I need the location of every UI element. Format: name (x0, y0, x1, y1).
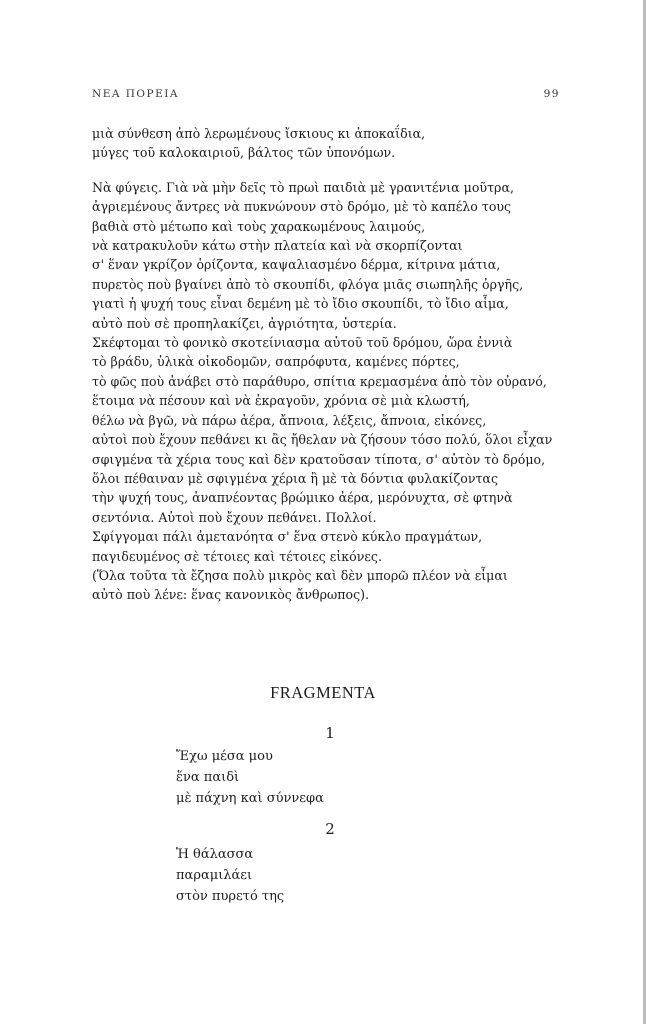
poem-line: βαθιὰ στὸ μέτωπο καὶ τοὺς χαρακωμένους λαιμούς, (92, 218, 426, 234)
poem-line: σεντόνια. Αὐτοὶ ποὺ ἔχουν πεθάνει. Πολλοί. (92, 509, 377, 525)
running-head (92, 88, 560, 100)
poem-line: μύγες τοῦ καλοκαιριοῦ, βάλτος τῶν ὑπονόμων. (92, 145, 396, 161)
stanza-2 (92, 178, 572, 605)
fragment-line: Ἔχω μέσα μου (176, 749, 273, 764)
stanza-1 (92, 124, 572, 163)
section-heading: FRAGMENTA (270, 683, 376, 702)
poem-line: μιὰ σύνθεση ἀπὸ λερωμένους ἴσκιους κι ἀποκαΐδια, (92, 126, 426, 141)
poem-line: (Ὅλα τοῦτα τὰ ἔζησα πολὺ μικρὸς καὶ δὲν μπορῶ πλέον νὰ εἶμαι (92, 567, 508, 583)
poem-line: Σκέφτομαι τὸ φονικὸ σκοτείνιασμα αὐτοῦ τοῦ δρόμου, ὥρα ἐννιὰ (92, 335, 513, 351)
poem-line: αὐτὸ ποὺ σὲ προπηλακίζει, ἀγριότητα, ὑστερία. (92, 315, 397, 331)
poem-body (92, 124, 572, 605)
fragment-line: μὲ πάχνη καὶ σύννεφα (176, 791, 324, 806)
poem-line: αὐτὸ ποὺ λένε: ἕνας κανονικὸς ἄνθρωπος). (92, 587, 370, 603)
poem-line: γιατὶ ἡ ψυχή τους εἶναι δεμένη μὲ τὸ ἴδιο σκουπίδι, τὸ ἴδιο αἷμα, (92, 296, 509, 312)
poem-line: τὸ βράδυ, ὑλικὰ οἰκοδομῶν, σαπρόφυτα, καμένες πόρτες, (92, 354, 460, 370)
poem-line: ἕτοιμα νὰ πέσουν καὶ νὰ ἐκραγοῦν, χρόνια σὲ μιὰ κλωστή, (92, 393, 470, 409)
poem-line: τὸ φῶς ποὺ ἀνάβει στὸ παράθυρο, σπίτια κρεμασμένα ἀπὸ τὸν οὐρανό, (92, 373, 547, 389)
poem-line: τὴν ψυχή τους, ἀναπνέοντας βρώμικο ἀέρα, μερόνυχτα, σὲ φτηνὰ (92, 490, 513, 506)
poem-line: ὅλοι πέθαιναν μὲ σφιγμένα χέρια ἢ μὲ τὰ δόντια φυλακίζοντας (92, 470, 498, 486)
poem-line: Νὰ φύγεις. Γιὰ νὰ μὴν δεῖς τὸ πρωὶ παιδιὰ μὲ γρανιτένια μοῦτρα, (92, 179, 514, 195)
fragment-1 (176, 746, 324, 809)
fragment-number: 2 (325, 820, 335, 838)
poem-line: ἀγριεμένους ἄντρες νὰ πυκνώνουν στὸ δρόμο, μὲ τὸ καπέλο τους (92, 199, 512, 215)
poem-line: σ' ἕναν γκρίζον ὁρίζοντα, καψαλιασμένο δέρμα, κίτρινα μάτια, (92, 257, 501, 273)
poem-line: πυρετὸς ποὺ βγαίνει ἀπὸ τὸ σκουπίδι, φλόγα μιᾶς σιωπηλῆς ὀργῆς, (92, 276, 524, 292)
poem-line: νὰ κατρακυλοῦν κάτω στὴν πλατεία καὶ νὰ σκορπίζονται (92, 238, 463, 254)
fragment-line: στὸν πυρετό της (176, 889, 285, 904)
page-number: 99 (543, 88, 560, 100)
poem-line: αὐτοὶ ποὺ ἔχουν πεθάνει κι ἂς ἤθελαν νὰ ζήσουν τόσο πολύ, ὅλοι εἶχαν (92, 432, 553, 448)
stanza-gap (92, 163, 572, 178)
fragment-line: Ἡ θάλασσα (176, 847, 254, 862)
poem-line: παγιδευμένος σὲ τέτοιες καὶ τέτοιες εἰκόνες. (92, 548, 382, 564)
fragment-line: παραμιλάει (176, 868, 253, 883)
fragment-line: ἕνα παιδὶ (176, 770, 240, 785)
poem-line: θέλω νὰ βγῶ, νὰ πάρω ἀέρα, ἄπνοια, λέξεις, ἄπνοια, εἰκόνες, (92, 412, 487, 428)
journal-title: ΝΕΑ ΠΟΡΕΙΑ (92, 88, 179, 100)
fragment-2 (176, 844, 284, 907)
poem-line: Σφίγγομαι πάλι ἀμετανόητα σ' ἕνα στενὸ κύκλο πραγμάτων, (92, 529, 483, 545)
fragment-number: 1 (325, 724, 335, 742)
poem-line: σφιγμένα τὰ χέρια τους καὶ δὲν κρατοῦσαν τίποτα, σ' αὐτὸν τὸ δρόμο, (92, 451, 546, 467)
